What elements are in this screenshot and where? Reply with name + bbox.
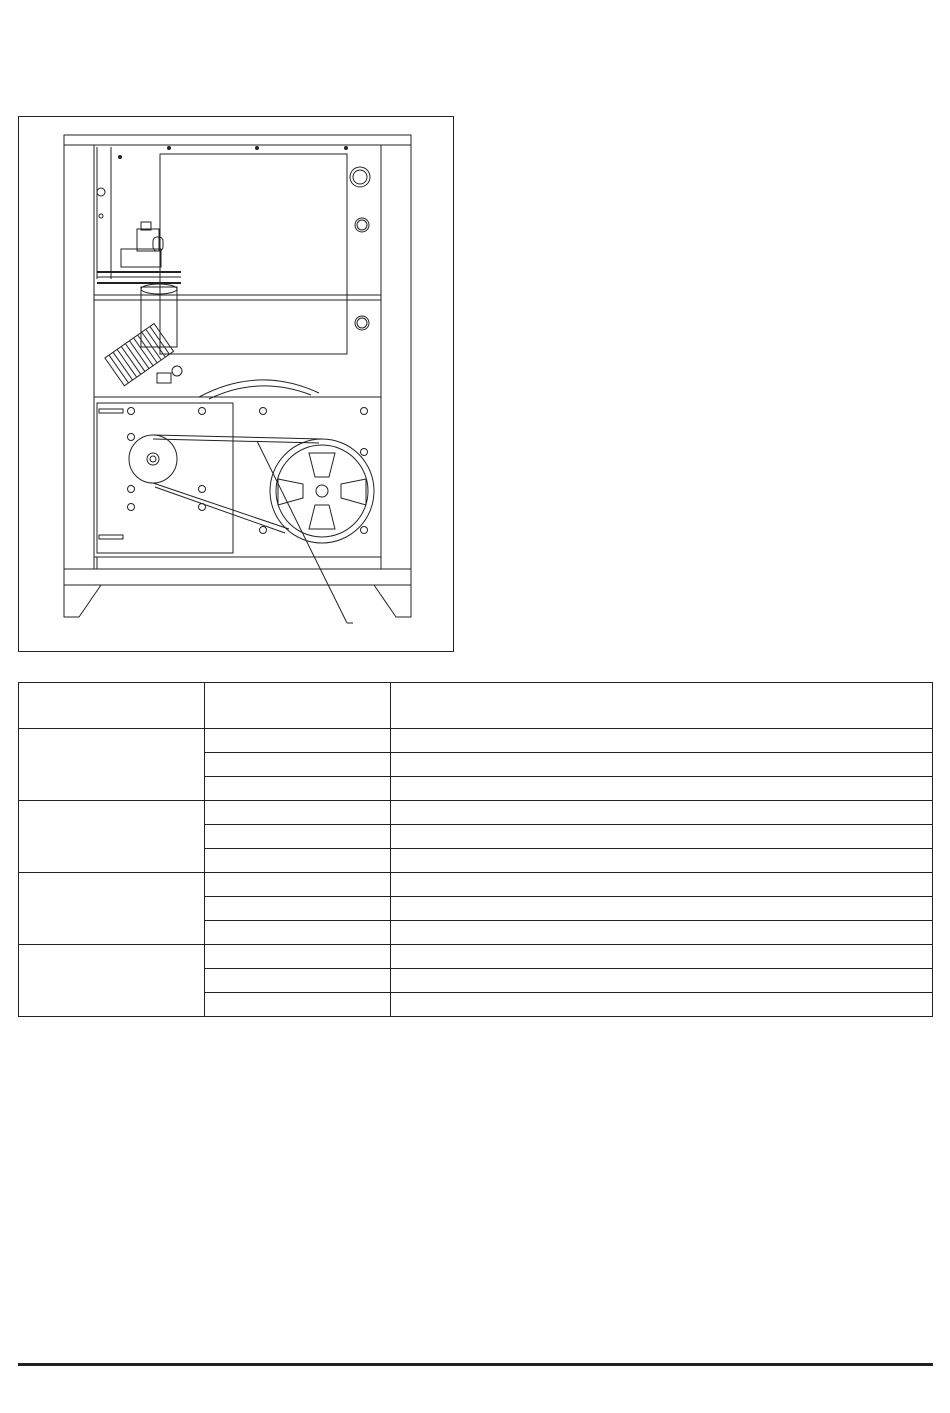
table-cell xyxy=(391,873,933,897)
table-cell xyxy=(391,753,933,777)
table-cell xyxy=(391,993,933,1017)
table-row xyxy=(19,873,933,897)
group-label-cell xyxy=(19,729,205,801)
footer-rule xyxy=(18,1363,933,1366)
group-label-cell xyxy=(19,801,205,873)
table-cell xyxy=(205,849,391,873)
table-cell xyxy=(205,753,391,777)
table-row xyxy=(19,945,933,969)
table-cell xyxy=(205,873,391,897)
table-cell xyxy=(391,945,933,969)
table-cell xyxy=(391,729,933,753)
table-cell xyxy=(391,849,933,873)
table-cell xyxy=(205,777,391,801)
table-cell xyxy=(391,921,933,945)
table-header-row xyxy=(19,683,933,729)
table-cell xyxy=(205,945,391,969)
table-cell xyxy=(205,825,391,849)
table-cell xyxy=(205,921,391,945)
table-cell xyxy=(391,777,933,801)
table-cell xyxy=(205,897,391,921)
spec-table xyxy=(18,682,933,1017)
table-cell xyxy=(205,969,391,993)
table-header-cell xyxy=(19,683,205,729)
table-cell xyxy=(205,993,391,1017)
table-row xyxy=(19,729,933,753)
group-label-cell xyxy=(19,945,205,1017)
table-header-cell xyxy=(205,683,391,729)
figure-frame xyxy=(18,116,454,652)
table-header-cell xyxy=(391,683,933,729)
table-cell xyxy=(205,729,391,753)
table-cell xyxy=(391,897,933,921)
table-cell xyxy=(391,825,933,849)
table-cell xyxy=(205,801,391,825)
table-row xyxy=(19,801,933,825)
group-label-cell xyxy=(19,873,205,945)
table-cell xyxy=(391,801,933,825)
compressor-side-view-drawing xyxy=(19,117,455,653)
table-cell xyxy=(391,969,933,993)
